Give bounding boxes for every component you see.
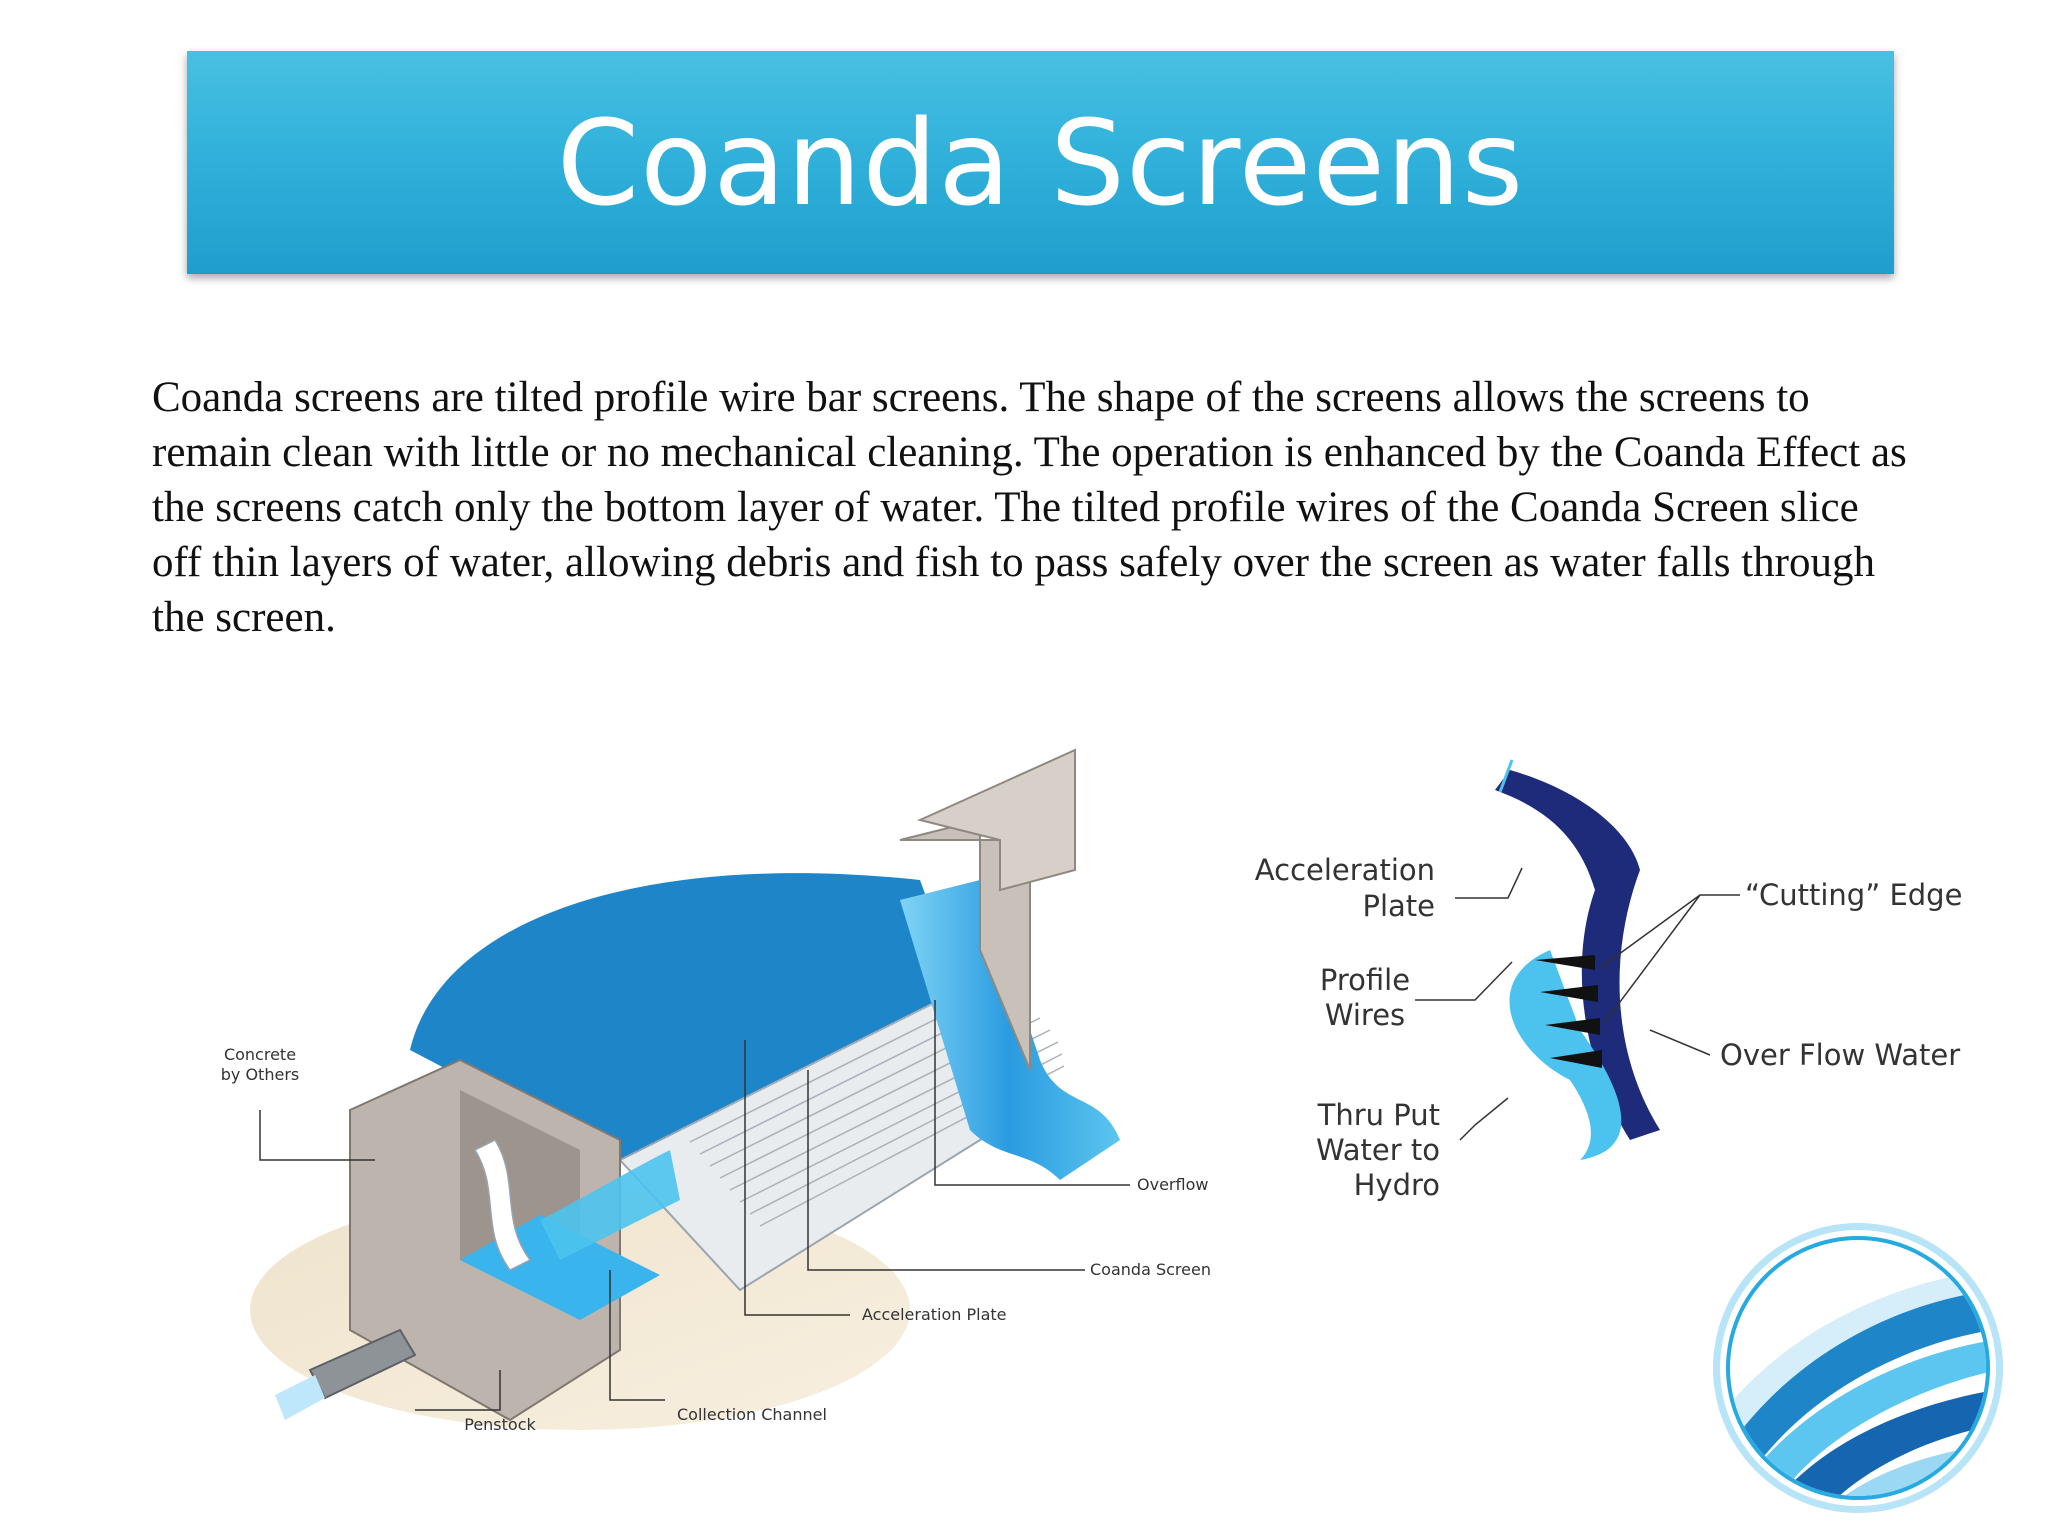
label-acceleration-plate-1: Acceleration xyxy=(1254,853,1435,887)
label-concrete-2: by Others xyxy=(220,1065,300,1084)
label-profile-wires-2: Wires xyxy=(1324,998,1406,1032)
profile-wire-diagram xyxy=(1250,730,1970,1230)
slide-title: Coanda Screens xyxy=(556,93,1525,232)
company-logo xyxy=(1708,1218,2008,1518)
label-thru-put-3: Hydro xyxy=(1353,1168,1440,1202)
label-thru-put-2: Water to xyxy=(1315,1133,1440,1167)
label-overflow: Overflow xyxy=(1137,1175,1209,1194)
label-collection-channel: Collection Channel xyxy=(677,1405,827,1424)
body-paragraph: Coanda screens are tilted profile wire bar screens. The shape of the screens allows the screens to remain clean with little or no mechanical cleaning. The operation is enhanced by the Coanda Effect as the screens catch only the bottom layer of water. The tilted profile wires of the Coanda Screen slice off thin layers of water, allowing debris and fish to pass safely over the screen as water falls through the screen. xyxy=(152,374,1907,641)
title-banner xyxy=(187,51,1894,274)
label-penstock: Penstock xyxy=(464,1415,536,1434)
label-coanda-screen: Coanda Screen xyxy=(1090,1260,1211,1279)
profile-leader-lines xyxy=(1415,868,1740,1140)
label-cutting-edge: “Cutting” Edge xyxy=(1745,878,1963,912)
label-acceleration-plate-2: Plate xyxy=(1362,889,1435,923)
label-acceleration-plate: Acceleration Plate xyxy=(862,1305,1007,1324)
coanda-intake-diagram xyxy=(200,730,1230,1460)
label-thru-put-1: Thru Put xyxy=(1317,1098,1440,1132)
label-over-flow-water: Over Flow Water xyxy=(1720,1038,1961,1072)
label-concrete-1: Concrete xyxy=(223,1045,297,1064)
label-profile-wires-1: Profile xyxy=(1319,963,1411,997)
